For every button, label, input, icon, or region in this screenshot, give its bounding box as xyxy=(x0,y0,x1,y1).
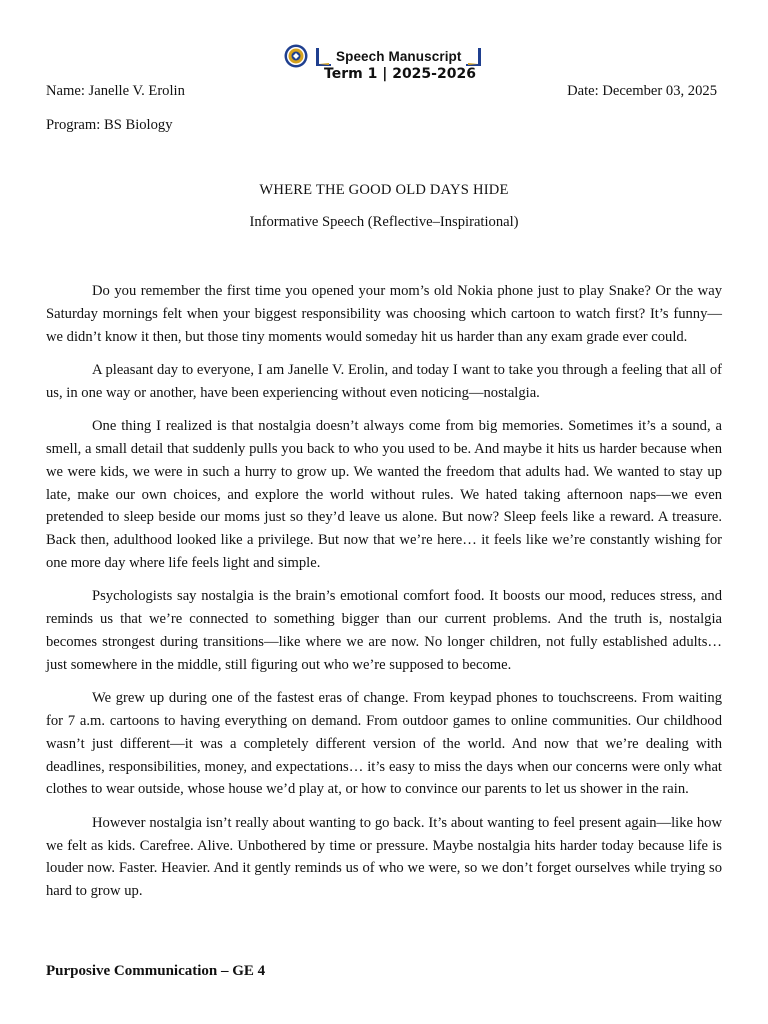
speech-paragraph: However nostalgia isn’t really about wanting to go back. It’s about wanting to feel present again—like how we felt as kids. Carefree. Alive. Unbothered by time or pressure. Maybe nostalgia hits harder today because life is louder now. Faster. Heavier. And it gently reminds us of who we were, so we don’t forget ourselves while trying so hard to grow up. xyxy=(46,814,722,900)
speech-subtitle: Informative Speech (Reflective–Inspirational) xyxy=(249,214,519,230)
course-footer: Purposive Communication – GE 4 xyxy=(46,963,266,979)
document-date: Date: December 03, 2025 xyxy=(567,83,717,99)
student-program: Program: BS Biology xyxy=(46,117,173,133)
header-title: Speech Manuscript xyxy=(336,48,462,64)
header-term: Term 1 | 2025-2026 xyxy=(324,66,476,82)
open-book-icon xyxy=(314,46,332,66)
open-book-icon xyxy=(465,46,483,66)
speech-paragraph: Psychologists say nostalgia is the brain’s emotional comfort food. It boosts our mood, reduces stress, and reminds us that we’re connected to something bigger than our current problems. And the truth is, nostalgia becomes strongest during transitions—like where we are now. No longer children, not fully established adults… just somewhere in the middle, still figuring out who we’re supposed to become. xyxy=(46,588,722,673)
speech-paragraph: We grew up during one of the fastest eras of change. From keypad phones to touchscreens. From waiting for 7 a.m. cartoons to having everything on demand. From outdoor games to online communities. Our childhood wasn’t just different—it was a completely different version of the world. And now that we’re dealing with deadlines, responsibilities, money, and expectations… it’s easy to miss the days when our concerns were only what clothes to wear outside, whose house we’d play at, or how to convince our parents to let us shower in the rain. xyxy=(46,690,722,798)
speech-title: WHERE THE GOOD OLD DAYS HIDE xyxy=(259,182,509,198)
page-header xyxy=(0,42,768,88)
speech-paragraph: Do you remember the first time you opened your mom’s old Nokia phone just to play Snake? Or the way Saturday mornings felt when your biggest responsibility was choosing which cartoon to watch first? It’s funny—we didn’t know it then, but those tiny moments would someday hit us harder than any exam grade ever could. xyxy=(46,283,722,345)
student-name: Name: Janelle V. Erolin xyxy=(46,83,185,99)
university-seal-icon xyxy=(284,44,308,68)
speech-body xyxy=(46,280,722,913)
speech-paragraph: One thing I realized is that nostalgia doesn’t always come from big memories. Sometimes it’s a sound, a smell, a small detail that suddenly pulls you back to who you used to be. And maybe it hits us harder because when we were kids, we were in such a hurry to grow up. We wanted the freedom that adults had. We wanted to stay up late, make our own choices, and explore the world without rules. We hated taking afternoon naps—we even pretended to sleep beside our moms just so they’d leave us alone. But now? Sleep feels like a reward. A treasure. Back then, adulthood looked like a privilege. But now that we’re here… it feels like we’re constantly wishing for one more day where life feels light and simple. xyxy=(46,418,722,571)
speech-paragraph: A pleasant day to everyone, I am Janelle V. Erolin, and today I want to take you through a feeling that all of us, in one way or another, have been experiencing without even noticing—nostalgia. xyxy=(46,361,722,401)
